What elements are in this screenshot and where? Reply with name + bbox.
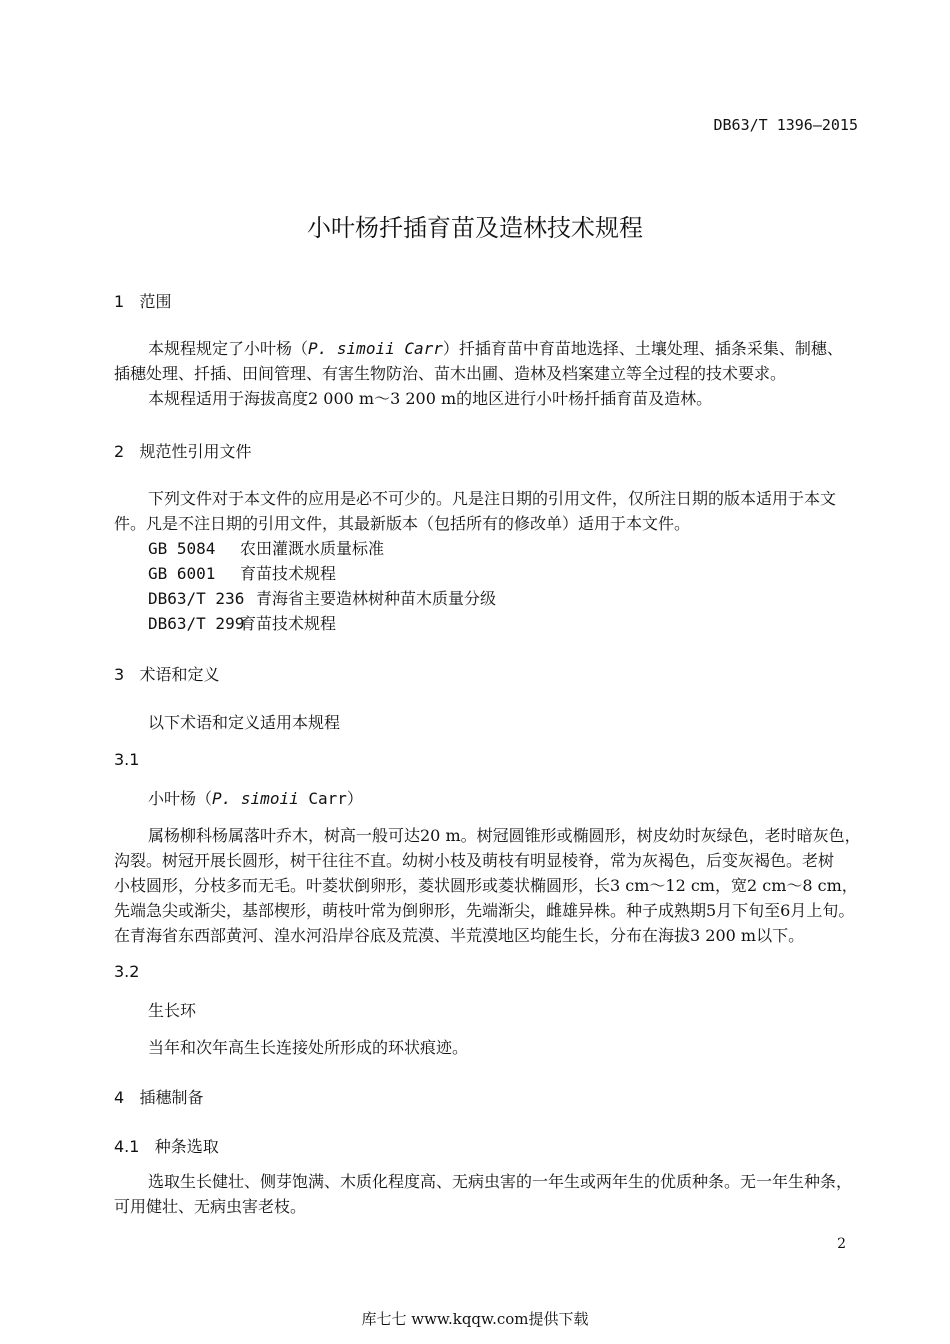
definition-line: 沟裂。树冠开展长圆形，树干往往不直。幼树小枝及萌枝有明显棱脊，常为灰褐色，后变灰褐色。老树 [114,851,835,870]
reference-code: GB 5084 [148,539,216,558]
document-title: 小叶杨扦插育苗及造林技术规程 [307,214,643,242]
reference-code: GB 6001 [148,564,216,583]
term-heading: 生长环 [148,1001,197,1020]
definition-line: 小枝圆形，分枝多而无毛。叶菱状倒卵形，菱状圆形或菱状椭圆形，长3 cm～12 cm，宽2 cm～8 cm， [114,876,858,895]
term-number: 3.1 [114,750,140,769]
definition-line: 属杨柳科杨属落叶乔木，树高一般可达20 m。树冠圆锥形或椭圆形，树皮幼时灰绿色，老时暗灰色， [148,826,861,845]
reference-name: 育苗技术规程 [240,564,337,583]
page-number: 2 [837,1236,846,1252]
paragraph: 下列文件对于本文件的应用是必不可少的。凡是注日期的引用文件，仅所注日期的版本适用于本文 [148,489,837,508]
definition-line: 当年和次年高生长连接处所形成的环状痕迹。 [148,1038,469,1057]
reference-item [148,611,336,636]
paragraph: 选取生长健壮、侧芽饱满、木质化程度高、无病虫害的一年生或两年生的优质种条。无一年生种条， [148,1172,853,1191]
reference-name: 育苗技术规程 [240,614,337,633]
section-number: 4 [114,1088,125,1107]
paragraph: 本规程适用于海拔高度2 000 m～3 200 m的地区进行小叶杨扦插育苗及造林。 [148,389,713,408]
text: Carr） [298,789,363,808]
latin-name: P. simoii Carr [308,339,443,358]
reference-code: DB63/T 236 [148,589,245,608]
section-1-heading [114,289,171,312]
term-heading [148,786,363,809]
section-3-heading [114,662,219,685]
section-title: 插穗制备 [139,1088,204,1107]
footer-watermark: 库七七 www.kqqw.com提供下载 [361,1310,589,1328]
text: 本规程规定了小叶杨（ [148,339,309,358]
section-4-heading [114,1085,203,1108]
definition-line: 在青海省东西部黄河、湟水河沿岸谷底及荒漠、半荒漠地区均能生长，分布在海拔3 200 m以下。 [114,926,805,945]
reference-item [148,586,496,611]
reference-item [148,561,336,586]
section-number: 3 [114,665,125,684]
reference-name: 青海省主要造林树种苗木质量分级 [256,589,497,608]
text: 小叶杨（ [148,789,213,808]
section-title: 种条选取 [154,1137,219,1156]
latin-name: P. simoii [212,789,299,808]
paragraph-line: 件。凡是不注日期的引用文件，其最新版本（包括所有的修改单）适用于本文件。 [114,514,691,533]
paragraph-line: 插穗处理、扦插、田间管理、有害生物防治、苗木出圃、造林及档案建立等全过程的技术要求。 [114,364,787,383]
reference-name: 农田灌溉水质量标准 [240,539,385,558]
section-2-heading [114,439,251,462]
section-title: 规范性引用文件 [139,442,252,461]
section-number: 2 [114,442,125,461]
text: ）扦插育苗中育苗地选择、土壤处理、插条采集、制穗、 [442,339,843,358]
paragraph-line: 可用健壮、无病虫害老枝。 [114,1197,307,1216]
section-title: 术语和定义 [139,665,220,684]
paragraph [148,336,843,361]
reference-item [148,536,384,561]
section-number: 1 [114,292,125,311]
section-number: 4.1 [114,1137,140,1156]
paragraph: 以下术语和定义适用本规程 [148,713,341,732]
standard-number: DB63/T 1396—2015 [713,116,858,134]
subsection-4-1-heading [114,1134,219,1157]
term-number: 3.2 [114,962,140,981]
section-title: 范围 [139,292,172,311]
definition-line: 先端急尖或渐尖，基部楔形，萌枝叶常为倒卵形，先端渐尖，雌雄异株。种子成熟期5月下旬至6月上旬。 [114,901,855,920]
reference-code: DB63/T 299 [148,614,245,633]
